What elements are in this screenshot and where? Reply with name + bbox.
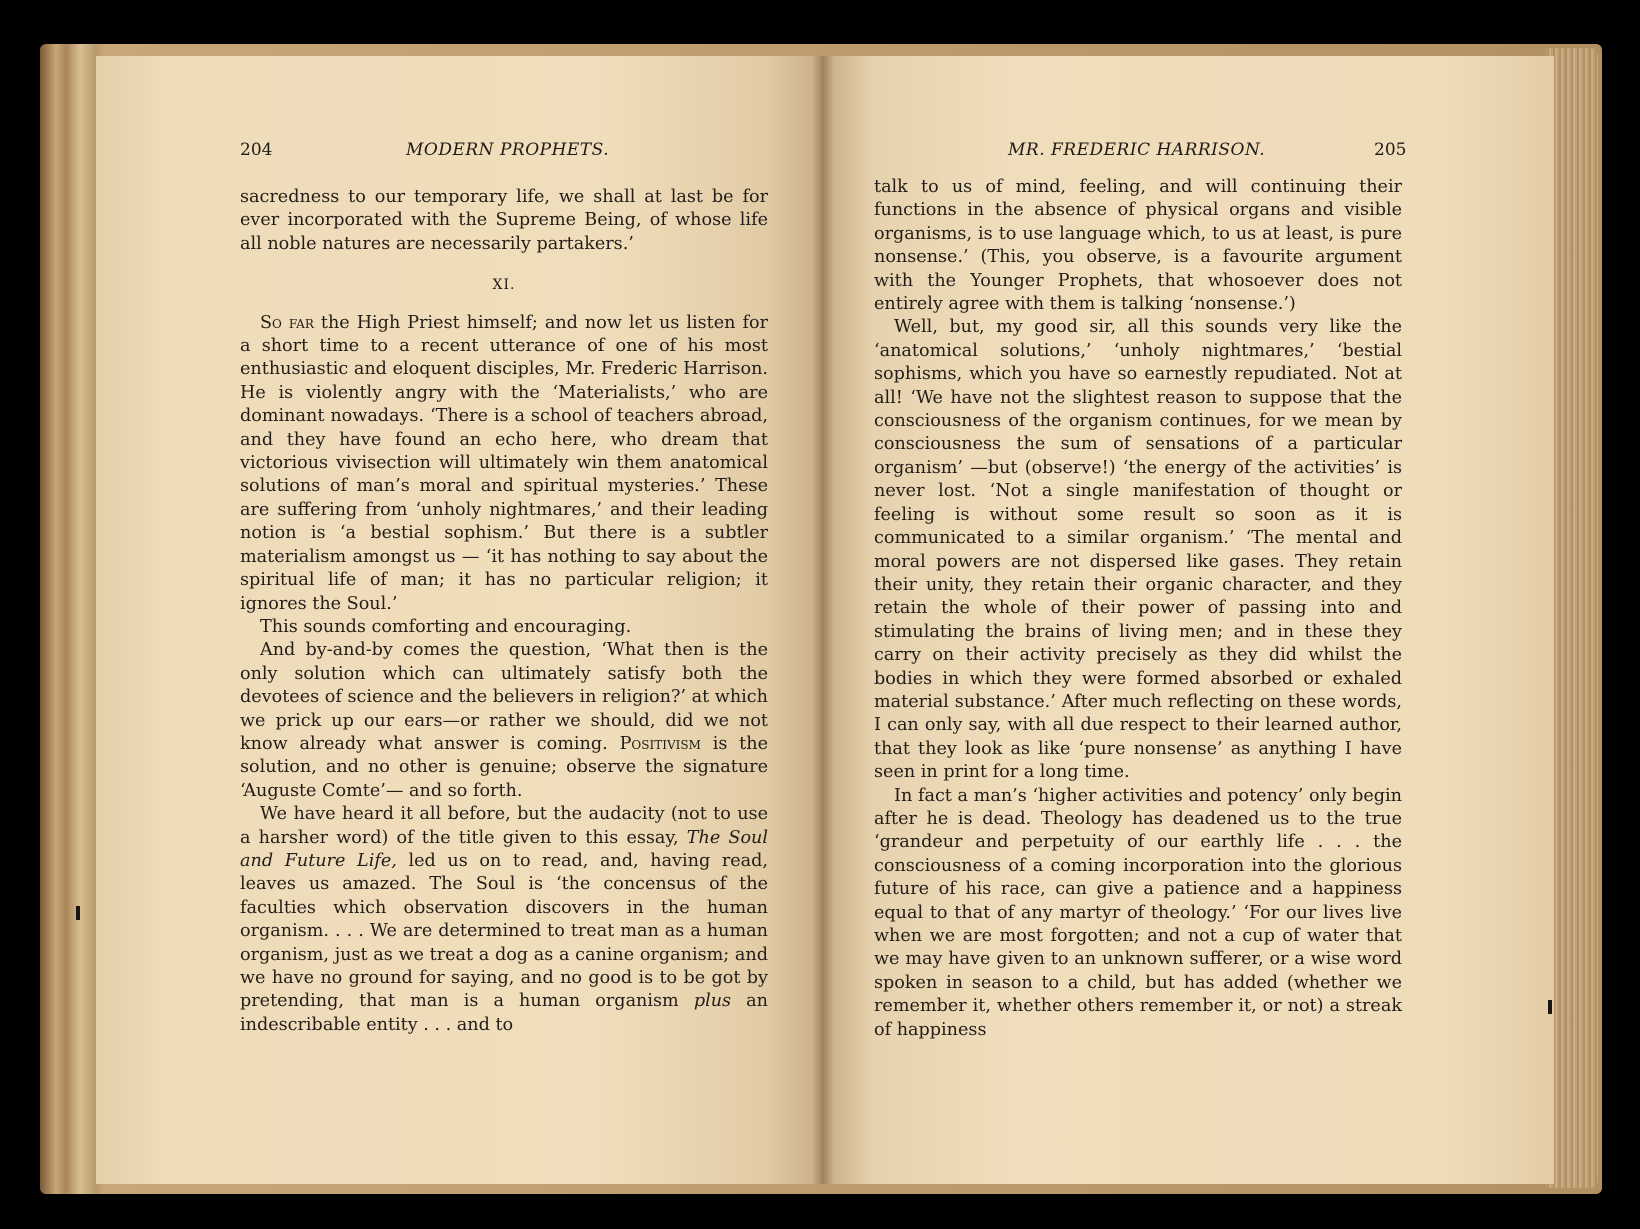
- paragraph: [240, 803, 768, 1037]
- paragraph-text: And by-and-by comes the question, ‘What then is the only solution which can ultimately satisfy both the devotees of science and the believers in religion?’ at which we prick up our ears—or rather we should, did we not know already what answer is coming.: [240, 640, 768, 754]
- paragraph-text: an indescribable entity . . . and to: [240, 991, 768, 1035]
- paragraph-text: led us on to read, and, having read, leaves us amazed. The Soul is ‘the concensus of the faculties which observation discovers in the human organism. . . . We are determined to treat man as a human organism, just as we treat a dog as a canine organism; and we have no ground for saying, and no good is to be got by pretending, that man is a human organism: [240, 850, 768, 1012]
- essay-title: The Soul and Future Life,: [240, 827, 768, 871]
- left-page: [96, 56, 822, 1184]
- paragraph: [240, 312, 768, 616]
- edge-mark: [76, 906, 80, 920]
- paragraph-text: We have heard it all before, but the audacity (not to use a harsher word) of the title given to this essay,: [240, 804, 768, 848]
- italic-word: plus: [693, 991, 732, 1012]
- left-running-title: MODERN PROPHETS.: [406, 140, 610, 160]
- paragraph-text: the High Priest himself; and now let us listen for a short time to a recent utterance of one of his most enthusiastic and eloquent disciples, Mr. Frederic Harrison. He is violently angry with the ‘Materialists,’ who are dominant nowadays. ‘There is a school of teachers abroad, and they have found an echo here, who dream that victorious vivisection will ultimately win them anatomical solutions of man’s moral and spiritual mysteries.’ These are suffering from ‘unholy nightmares,’ and their leading notion is ‘a bestial sophism.’ But there is a subtler materialism amongst us — ‘it has nothing to say about the spiritual life of man; it has no particular religion; it ignores the Soul.’: [240, 312, 769, 614]
- paragraph: This sounds comforting and encouraging.: [260, 616, 632, 637]
- right-body-text: [874, 176, 1402, 1042]
- paragraph-text: is the solution, and no other is genuine; observe the signature ‘Auguste Comte’— and so forth.: [240, 733, 768, 801]
- left-page-number: 204: [240, 140, 273, 160]
- left-running-head: [96, 140, 822, 168]
- paragraph: sacredness to our temporary life, we shall at last be for ever incorporated with the Supreme Being, of whose life all noble natures are necessarily partakers.’: [240, 187, 768, 254]
- small-caps-lead: So far: [260, 312, 314, 333]
- paragraph: talk to us of mind, feeling, and will continuing their functions in the absence of physical organs and visible organisms, is to use language which, to us at least, is pure nonsense.’ (This, you observe, is a favourite argument with the Younger Prophets, that whosoever does not entirely agree with them is talking ‘nonsense.’): [874, 177, 1402, 315]
- edge-mark: [1548, 1000, 1552, 1014]
- paragraph: [240, 639, 768, 803]
- right-page: [822, 56, 1554, 1184]
- book-gutter: [812, 56, 834, 1184]
- left-body-text: [240, 186, 768, 1037]
- paragraph: Well, but, my good sir, all this sounds very like the ‘anatomical solutions,’ ‘unholy nightmares,’ ‘bestial sophisms, which you have so earnestly repudiated. Not at all! ‘We have not the slightest reason to suppose that the consciousness of the organism continues, for we mean by consciousness the sum of sensations of a particular organism’ —but (observe!) ‘the energy of the activities’ is never lost. ‘Not a single manifestation of thought or feeling is without some result so soon as it is communicated to a similar organism.’ ‘The mental and moral powers are not dispersed like gases. They retain their unity, they retain their organic character, and they retain the whole of their power of passing into and stimulating the brains of living men; and in these they carry on their activity precisely as they did whilst the bodies in which they were formed absorbed or exhaled material substance.’ After much reflecting on these words, I can only say, with all due respect to their learned author, that they look as like ‘pure nonsense’ as anything I have seen in print for a long time.: [874, 317, 1402, 783]
- right-running-head: [822, 140, 1554, 168]
- right-page-number: 205: [1374, 140, 1407, 160]
- paragraph: In fact a man’s ‘higher activities and potency’ only begin after he is dead. Theology has deadened us to the true ‘grandeur and perpetuity of our earthly life . . . the consciousness of a coming incorporation into the glorious future of his race, can give a patience and a happiness equal to that of any martyr of theology.’ ‘For our lives live when we are most forgotten; and not a cup of water that we may have given to an unknown sufferer, or a wise word spoken in season to a child, but has added (whether we remember it, whether others remember it, or not) a streak of happiness: [874, 785, 1402, 1040]
- section-number: XI.: [492, 277, 516, 294]
- right-running-title: MR. FREDERIC HARRISON.: [1008, 140, 1266, 160]
- small-caps-term: Positivism: [619, 733, 701, 754]
